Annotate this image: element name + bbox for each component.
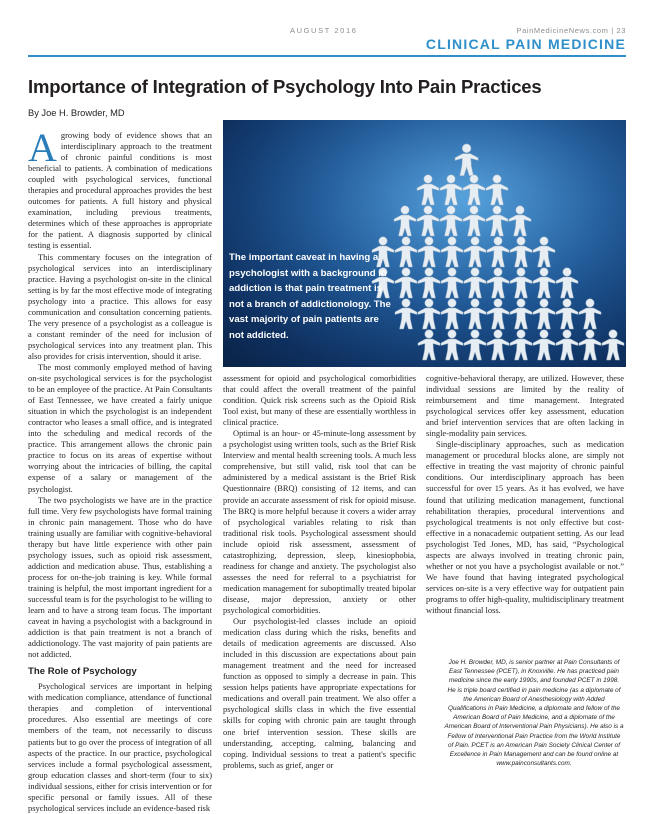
section-rule bbox=[28, 55, 626, 57]
page-date: AUGUST 2016 bbox=[290, 26, 358, 35]
body-paragraph-6: assessment for opioid and psychological comorbidities that could affect the overall treatment of the painful condition. Quick risk screens such as the Opioid Risk Tool exist, but many of these are essentially worthless in clinical practice. bbox=[223, 373, 416, 428]
body-paragraph-5: Psychological services are important in helping with medication compliance, attendance of functional therapies and completion of interventional procedures. Also essential are meetings of core members of the team, not necessarily to discuss patients but to go over the process of integration of all aspects of the practice. In our practice, psychological services include a formal psychological assessment, group education classes and short-term (four to six) individual sessions, either for crisis intervention or for specific personal or family issues. All of these psychological services include an evidence-based risk bbox=[28, 681, 212, 813]
author-bio: Joe H. Browder, MD, is senior partner at Pain Consultants of East Tennessee (PCET), in Knoxville. He has practiced pain medicine since the early 1990s, and founded PCET in 1998. He is triple board certified in pain medicine (as a diplomate of the American Board of Anesthesiology with Added Qualifications in Pain Medicine, a diplomate and fellow of the American Board of Pain Medicine, and a diplomate of the American Board of Interventional Pain Physicians). He also is a Fellow of Interventional Pain Practice from the World Institute of Pain. PCET is an American Pain Society Clinical Center of Excellence in Pain Management and can be found online at www.painconsultants.com. bbox=[444, 659, 624, 768]
body-paragraph-4: The two psychologists we have are in the practice full time. Very few psychologists have formal training in chronic pain management. Those who do have training usually are familiar with cognitive-behavioral therapy but have little experience with other pain psychology issues, such as opioid risk assessment, addiction and medication abuse. Thus, establishing a process for on-the-job training is key. While formal training is helpful, the most important ingredient for a successful team is for the psychologist to be willing to learn and to have a strong team focus. The important caveat in having a psychologist with a background in addiction is that pain treatment is not a branch of addictionology. The vast majority of pain patients are not addicted. bbox=[28, 494, 212, 660]
column-3 bbox=[426, 373, 624, 616]
site-page-number: PainMedicineNews.com | 23 bbox=[516, 26, 626, 35]
body-paragraph-10: Single-disciplinary approaches, such as medication management or procedural blocks alone, are simply not effective in treating the vast majority of chronic painful conditions. Our interdisciplinary approach has been successful for over 15 years. As it has evolved, we have found that utilizing medication management, functional rehabilitation therapies, procedural interventions and psychological treatments is not only effective but cost-effective in a nonacademic outpatient setting. As our lead psychologist Ted Jones, MD, has said, “Psychological aspects are always involved in treating chronic pain, whether or not you have a psychologist available or not.” We have found that having integrated psychological services on-site is a very effective way for outpatient pain programs to offer high-quality, multidisciplinary treatment without financial loss. bbox=[426, 439, 624, 615]
body-paragraph-7: Optimal is an hour- or 45-minute-long assessment by a psychologist using written tools, such as the Brief Risk Interview and mental health screening tools. A much less comprehensive, but still valid, risk tool that can be administered by a medical assistant is the Brief Risk Questionnaire (BRQ) consisting of 12 items, and can provide an accurate assessment of risk for opioid misuse. The BRQ is more helpful because it covers a wider array of psychological variables relating to risk than traditional risk tools. Psychological assessment should include opioid risk assessment, assessment of catastrophizing, depression, sleep, kinesiophobia, readiness for change and anxiety. The psychologist also assesses the need for referral to a psychiatrist for medication management for suboptimally treated bipolar disease, major depression, anxiety or other psychological comorbidities. bbox=[223, 428, 416, 615]
article-title: Importance of Integration of Psychology Into Pain Practices bbox=[28, 76, 542, 97]
section-title: CLINICAL PAIN MEDICINE bbox=[425, 36, 626, 52]
byline: By Joe H. Browder, MD bbox=[28, 108, 125, 118]
column-2 bbox=[223, 373, 416, 771]
body-paragraph-3: The most commonly employed method of having on-site psychological services is for the psychologist to be an employee of the practice. At Pain Consultants of East Tennessee, we have created a fairly unique situation in which the psychologist is an independent contractor who leases a small office, and is integrated into the scheduling and medical records of the practice. This arrangement allows the chronic pain practice to focus on its areas of expertise without worrying about the intricacies of billing, the capital expense of a salary or management of the psychologist. bbox=[28, 361, 212, 494]
pull-quote: The important caveat in having a psychologist with a background in addiction is that pain treatment is not a branch of addictionology. The vast majority of pain patients are not addicted. bbox=[229, 252, 391, 341]
drop-cap: A bbox=[28, 125, 57, 170]
body-paragraph-8: Our psychologist-led classes include an opioid medication class during which the risks, benefits and details of medication agreements are discussed. Also included in this discussion are expectations about pain management treatment and the need for increased function as opposed to simply a decrease in pain. This session helps patients have appropriate expectations for medications and overall pain treatment. We also offer a psychological skills class in which the five essential skills for coping with chronic pain are taught through one brief intervention session. These skills are understanding, accepting, calming, balancing and coping. Individual sessions to treat a patient's specific problems, such as grief, anger or bbox=[223, 616, 416, 770]
body-paragraph-9: cognitive-behavioral therapy, are utilized. However, these individual sessions are limited by the reality of reimbursement and time management. Integrated psychological services offer key assessment, education and brief intervention services that are often lacking in single-modality pain services. bbox=[426, 373, 624, 439]
subhead-role-of-psychology: The Role of Psychology bbox=[28, 666, 137, 678]
column-1 bbox=[28, 125, 212, 814]
body-paragraph-2: This commentary focuses on the integration of psychological services into an interdisciplinary practice. Having a psychologist on-site in the clinical setting is by far the most effective mode of integrating psychology into a practice. This allows for easy communication and consultation concerning patients. The very presence of a psychologist as a colleague is a constant reminder of the need for inclusion of psychological services into any treatment plan. This also provides for crisis intervention, should it arise. bbox=[28, 251, 212, 361]
body-paragraph-1: Agrowing body of evidence shows that an interdisciplinary approach to the treatment of chronic painful conditions is most beneficial to patients. A combination of medications coupled with psychological services, functional therapies and procedural approaches provides the best outcomes for patients. A full history and physical examination, including previous treatments, determines which of these approaches is appropriate for the patient. A diagnosis supported by clinical testing is essential. bbox=[28, 125, 212, 251]
